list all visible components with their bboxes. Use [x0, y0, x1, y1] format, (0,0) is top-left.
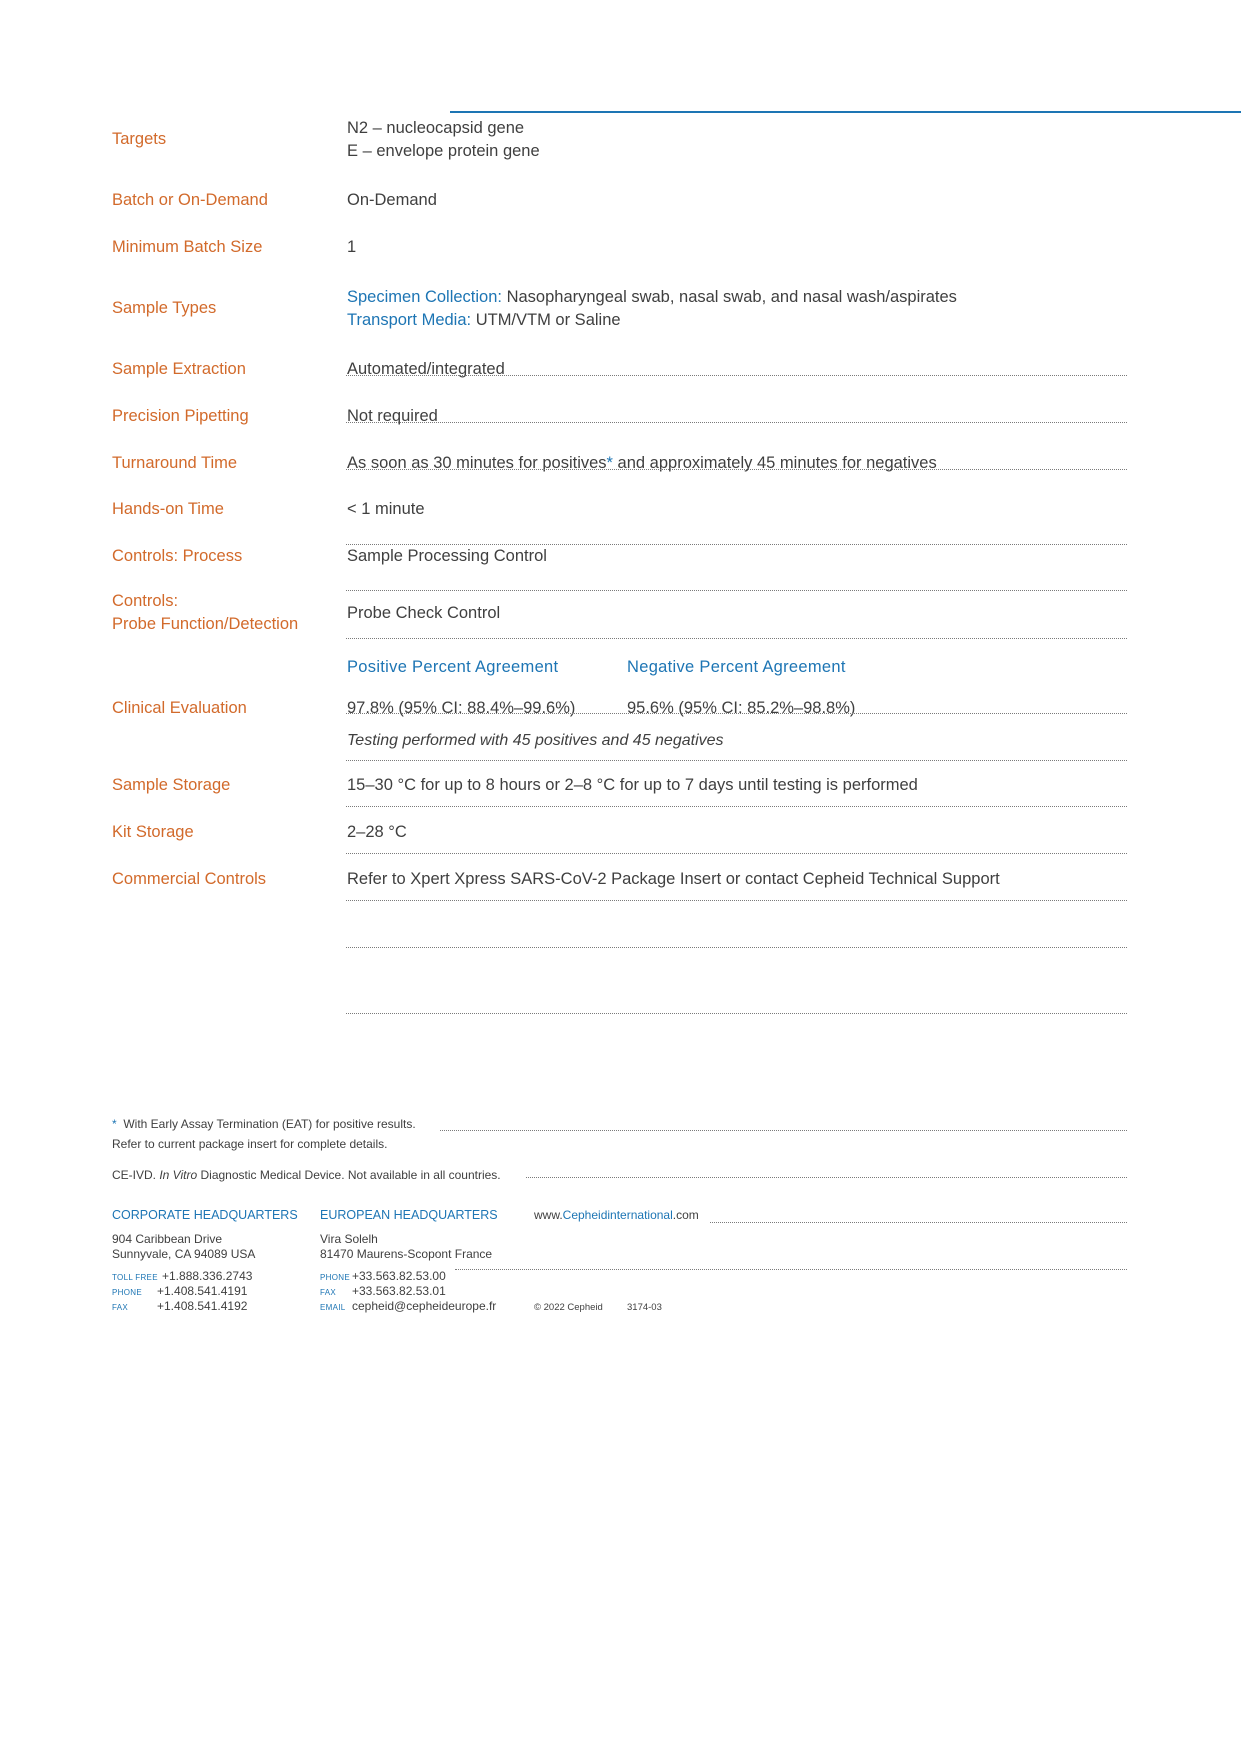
divider	[455, 1269, 1127, 1270]
label-min-batch: Minimum Batch Size	[112, 238, 263, 256]
ppa-header: Positive Percent Agreement	[347, 658, 559, 676]
tollfree-label: TOLL FREE	[112, 1273, 158, 1282]
european-phone	[320, 1269, 446, 1285]
transport-media-value: UTM/VTM or Saline	[471, 311, 621, 329]
label-clinical: Clinical Evaluation	[112, 699, 247, 717]
value-hands-on: < 1 minute	[347, 500, 425, 518]
value-npa: 95.6% (95% CI: 85.2%–98.8%)	[627, 699, 856, 717]
divider	[346, 422, 1127, 423]
turnaround-negatives: and approximately 45 minutes for negatives	[612, 454, 937, 472]
value-extraction: Automated/integrated	[347, 360, 505, 378]
eu-phone-value: +33.563.82.53.00	[352, 1269, 446, 1283]
label-targets: Targets	[112, 130, 167, 148]
specimen-collection-key: Specimen Collection:	[347, 288, 502, 306]
doc-number: 3174-03	[627, 1302, 662, 1313]
eu-email-label: EMAIL	[320, 1303, 346, 1312]
npa-header: Negative Percent Agreement	[627, 658, 846, 676]
label-sample-storage: Sample Storage	[112, 776, 231, 794]
clinical-note: Testing performed with 45 positives and 45 negatives	[347, 732, 724, 749]
insert-note: Refer to current package insert for complete details.	[112, 1137, 388, 1151]
corporate-address-2: Sunnyvale, CA 94089 USA	[112, 1247, 256, 1261]
label-sample-types: Sample Types	[112, 299, 217, 317]
corporate-phone	[112, 1284, 247, 1300]
corporate-hq-title: CORPORATE HEADQUARTERS	[112, 1208, 298, 1222]
website-domain: Cepheidinternational	[562, 1208, 673, 1222]
divider	[526, 1177, 1127, 1178]
divider	[346, 947, 1127, 948]
european-hq-title: EUROPEAN HEADQUARTERS	[320, 1208, 498, 1222]
copyright: © 2022 Cepheid	[534, 1302, 603, 1313]
label-commercial-controls: Commercial Controls	[112, 870, 267, 888]
ce-italic: In Vitro	[159, 1168, 198, 1182]
fax-value: +1.408.541.4192	[157, 1299, 248, 1313]
tollfree-value: +1.888.336.2743	[162, 1269, 253, 1283]
european-address-2: 81470 Maurens-Scopont France	[320, 1247, 493, 1261]
specimen-collection-value: Nasopharyngeal swab, nasal swab, and nasal wash/aspirates	[502, 288, 957, 306]
turnaround-asterisk: *	[606, 454, 613, 472]
value-turnaround	[347, 452, 937, 475]
value-controls-process: Sample Processing Control	[347, 547, 547, 565]
divider	[346, 713, 1127, 714]
label-controls-probe-2: Probe Function/Detection	[112, 615, 299, 633]
eat-note-text: With Early Assay Termination (EAT) for positive results.	[123, 1117, 416, 1131]
value-controls-probe: Probe Check Control	[347, 604, 501, 622]
ce-b: Diagnostic Medical Device. Not available in all countries.	[197, 1168, 501, 1182]
eu-email-value[interactable]: cepheid@cepheideurope.fr	[352, 1299, 497, 1313]
phone-value: +1.408.541.4191	[157, 1284, 248, 1298]
label-hands-on: Hands-on Time	[112, 500, 224, 518]
value-commercial-controls: Refer to Xpert Xpress SARS-CoV-2 Package Insert or contact Cepheid Technical Support	[347, 870, 1000, 888]
phone-label: PHONE	[112, 1288, 142, 1297]
value-ppa: 97.8% (95% CI: 88.4%–99.6%)	[347, 699, 576, 717]
european-fax	[320, 1284, 446, 1300]
footnote-asterisk: *	[112, 1117, 117, 1131]
website-suffix: .com	[672, 1208, 699, 1222]
transport-media-key: Transport Media:	[347, 311, 472, 329]
value-min-batch: 1	[347, 238, 357, 256]
value-batch: On-Demand	[347, 191, 437, 209]
value-pipetting: Not required	[347, 407, 438, 425]
value-transport-media	[347, 309, 621, 332]
european-email	[320, 1299, 496, 1315]
website-link[interactable]	[534, 1208, 699, 1223]
divider	[346, 638, 1127, 639]
divider	[346, 853, 1127, 854]
ce-a: CE-IVD.	[112, 1168, 160, 1182]
european-address-1: Vira Solelh	[320, 1232, 378, 1246]
eu-fax-value: +33.563.82.53.01	[352, 1284, 446, 1298]
divider	[710, 1222, 1127, 1223]
value-targets-e: E – envelope protein gene	[347, 142, 540, 160]
label-turnaround: Turnaround Time	[112, 454, 238, 472]
ce-ivd-note	[112, 1168, 501, 1183]
header-rule	[450, 111, 1241, 113]
divider	[346, 469, 1127, 470]
label-batch: Batch or On-Demand	[112, 191, 268, 209]
value-sample-storage: 15–30 °C for up to 8 hours or 2–8 °C for up to 7 days until testing is performed	[347, 776, 918, 794]
corporate-address-1: 904 Caribbean Drive	[112, 1232, 223, 1246]
fax-label: FAX	[112, 1303, 129, 1312]
divider	[346, 375, 1127, 376]
divider	[346, 900, 1127, 901]
divider	[346, 806, 1127, 807]
label-controls-probe-1: Controls:	[112, 592, 179, 610]
label-kit-storage: Kit Storage	[112, 823, 194, 841]
eat-note	[112, 1117, 416, 1132]
corporate-tollfree	[112, 1269, 252, 1285]
eu-fax-label: FAX	[320, 1288, 337, 1297]
divider	[346, 590, 1127, 591]
label-controls-process: Controls: Process	[112, 547, 243, 565]
website-prefix: www.	[534, 1208, 563, 1222]
corporate-fax	[112, 1299, 247, 1315]
turnaround-positives: As soon as 30 minutes for positives	[347, 454, 607, 472]
value-targets-n2: N2 – nucleocapsid gene	[347, 119, 525, 137]
label-pipetting: Precision Pipetting	[112, 407, 249, 425]
value-kit-storage: 2–28 °C	[347, 823, 407, 841]
value-specimen-collection	[347, 286, 957, 309]
divider	[346, 760, 1127, 761]
eu-phone-label: PHONE	[320, 1273, 350, 1282]
divider	[440, 1130, 1127, 1131]
label-extraction: Sample Extraction	[112, 360, 246, 378]
divider	[346, 1013, 1127, 1014]
